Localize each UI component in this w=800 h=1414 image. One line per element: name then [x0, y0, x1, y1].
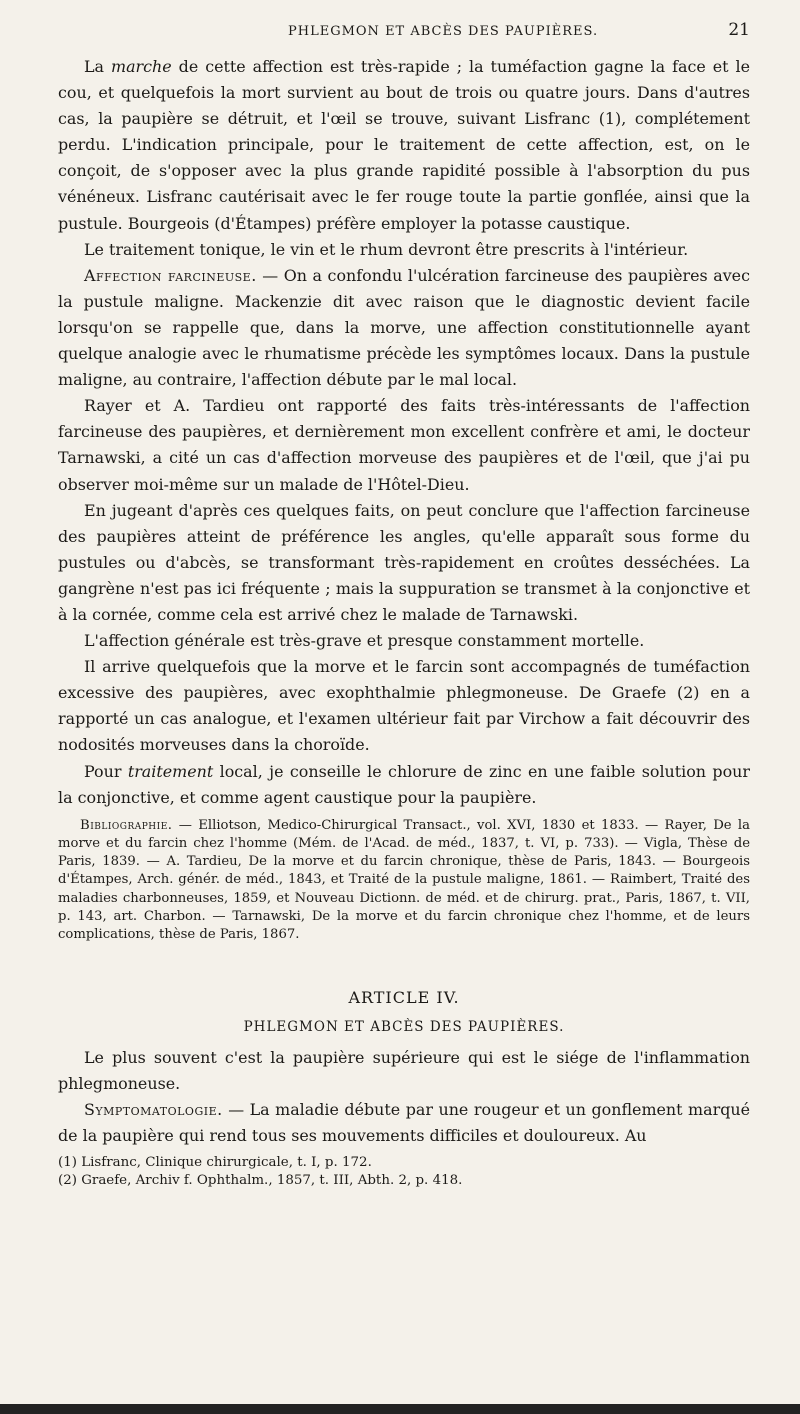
footnotes [58, 1154, 750, 1191]
subheading-affection-farcineuse: Affection farcineuse. [84, 265, 257, 285]
main-text [58, 54, 750, 811]
emphasis-traitement: traitement [127, 761, 214, 781]
footnote-1: (1) Lisfranc, Clinique chirurgicale, t. I, p. 172. [58, 1154, 372, 1170]
article-subtitle: PHLEGMON ET ABCÈS DES PAUPIÈRES. [243, 1019, 565, 1036]
paragraph-rayer-tardieu: Rayer et A. Tardieu ont rapporté des faits très-intéressants de l'affection farcineuse des paupières, et dernièrement mon excellent confrère et ami, le docteur Tarnawski, a cité un cas d'affection morveuse des paupières et de l'œil, que j'ai pu observer moi-même sur un malade de l'Hôtel-Dieu. [58, 396, 750, 494]
article-title: ARTICLE IV. [348, 988, 460, 1008]
paragraph-phlegmon-intro: Le plus souvent c'est la paupière supérieure qui est le siége de l'inflammation phlegmoneuse. [58, 1048, 750, 1094]
running-title: PHLEGMON ET ABCÈS DES PAUPIÈRES. [288, 24, 599, 39]
scan-edge-bar [0, 1404, 800, 1414]
paragraph-traitement-local: Pour traitement local, je conseille le chlorure de zinc en une faible solution pour la conjonctive, et comme agent caustique pour la paupière. [58, 761, 750, 807]
paragraph-traitement-tonique: Le traitement tonique, le vin et le rhum devront être prescrits à l'intérieur. [84, 239, 689, 259]
paragraph-exophthalmie: Il arrive quelquefois que la morve et le farcin sont accompagnés de tuméfaction excessive des paupières, avec exophthalmie phlegmoneuse. De Graefe (2) en a rapporté un cas analogue, et l'examen ultérieur fait par Virchow a fait découvrir des nodosités morveuses dans la choroïde. [58, 657, 750, 755]
bibliography-text: — Elliotson, Medico-Chirurgical Transact., vol. XVI, 1830 et 1833. — Rayer, De la morve et du farcin chez l'homme (Mém. de l'Acad. de méd., 1837, t. VI, p. 733). — Vigla, Thèse de Paris, 1839. — A. Tardieu, De la morve et du farcin chronique, thèse de Paris, 1843. — Bourgeois d'Étampes, Arch. génér. de méd., 1843, et Traité de la pustule maligne, 1861. — Raimbert, Traité des maladies charbonneuses, 1859, et Nouveau Dictionn. de méd. et de chirurg. prat., Paris, 1867, t. VII, p. 143, art. Charbon. — Tarnawski, De la morve et du farcin chronique chez l'homme, et de leurs complications, thèse de Paris, 1867. [58, 817, 750, 942]
paragraph-symptomatologie: Symptomatologie. — La maladie débute par une rougeur et un gonflement marqué de la paupière qui rend tous ses mouvements difficiles et douloureux. Au [58, 1100, 750, 1146]
paragraph-conclusion: En jugeant d'après ces quelques faits, on peut conclure que l'affection farcineuse des paupières atteint de préférence les angles, qu'elle apparaît sous forme du pustules ou d'abcès, se transformant très-rapidement en croûtes desséchées. La gangrène n'est pas ici fréquente ; mais la suppuration se transmet à la conjonctive et à la cornée, comme cela est arrivé chez le malade de Tarnawski. [58, 500, 750, 624]
article-text [58, 1045, 750, 1149]
paragraph-affection-farcineuse: Affection farcineuse. — On a confondu l'ulcération farcineuse des paupières avec la pustule maligne. Mackenzie dit avec raison que le diagnostic devient facile lorsqu'on se rappelle que, dans la morve, une affection constitutionnelle ayant quelque analogie avec le rhumatisme précède les symptômes locaux. Dans la pustule maligne, au contraire, l'affection débute par le mal local. [58, 265, 750, 390]
bibliography [58, 817, 750, 944]
paragraph-affection-generale: L'affection générale est très-grave et presque constamment mortelle. [84, 631, 645, 651]
paragraph-marche: La marche de cette affection est très-rapide ; la tuméfaction gagne la face et le cou, et quelquefois la mort survient au bout de trois ou quatre jours. Dans d'autres cas, la paupière se détruit, et l'œil se trouve, suivant Lisfranc (1), complétement perdu. L'indication principale, pour le traitement de cette affection, est, on le conçoit, de s'opposer avec la plus grande rapidité possible à l'absorption du pus vénéneux. Lisfranc cautérisait avec le fer rouge toute la partie gonflée, ainsi que la pustule. Bourgeois (d'Étampes) préfère employer la potasse caustique. [58, 57, 751, 233]
footnote-2: (2) Graefe, Archiv f. Ophthalm., 1857, t. III, Abth. 2, p. 418. [58, 1173, 463, 1189]
emphasis-marche: marche [111, 57, 172, 76]
subheading-symptomatologie: Symptomatologie. [84, 1100, 223, 1120]
running-head [288, 20, 750, 40]
page-number: 21 [728, 20, 750, 40]
bibliography-heading: Bibliographie. [80, 817, 173, 833]
